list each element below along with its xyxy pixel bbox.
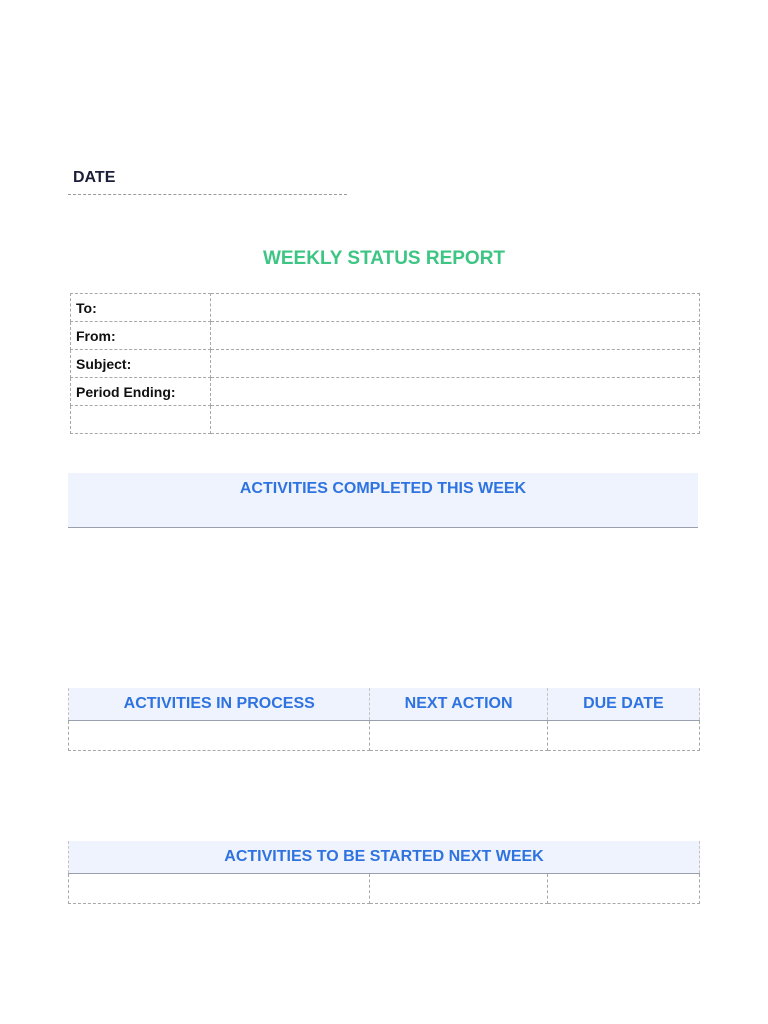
next-week-section-title: ACTIVITIES TO BE STARTED NEXT WEEK <box>69 841 700 874</box>
info-row-from <box>71 322 700 350</box>
table-cell[interactable] <box>69 721 370 751</box>
table-cell[interactable] <box>370 874 547 904</box>
column-header-due-date: DUE DATE <box>547 688 699 721</box>
info-value-field[interactable] <box>211 322 700 350</box>
date-underline <box>68 194 347 195</box>
info-row-to <box>71 294 700 322</box>
next-week-table <box>68 841 700 904</box>
info-label: Subject: <box>71 350 211 378</box>
info-row-subject <box>71 350 700 378</box>
info-value-field[interactable] <box>211 350 700 378</box>
table-cell[interactable] <box>370 721 547 751</box>
info-value-field[interactable] <box>211 378 700 406</box>
date-label: DATE <box>73 169 116 186</box>
in-process-table <box>68 688 700 751</box>
column-header-next-action: NEXT ACTION <box>370 688 547 721</box>
info-row-blank <box>71 406 700 434</box>
table-cell[interactable] <box>547 721 699 751</box>
info-value-field[interactable] <box>211 406 700 434</box>
completed-section-title: ACTIVITIES COMPLETED THIS WEEK <box>239 480 527 497</box>
info-label: From: <box>71 322 211 350</box>
info-label: Period Ending: <box>71 378 211 406</box>
info-label <box>71 406 211 434</box>
completed-section-header <box>68 473 698 528</box>
info-value-field[interactable] <box>211 294 700 322</box>
next-week-header-row <box>69 841 700 874</box>
column-header-activities-in-process: ACTIVITIES IN PROCESS <box>69 688 370 721</box>
info-table <box>70 293 700 434</box>
report-title: WEEKLY STATUS REPORT <box>262 248 506 269</box>
table-cell[interactable] <box>69 874 370 904</box>
table-row <box>69 721 700 751</box>
in-process-header-row <box>69 688 700 721</box>
table-row <box>69 874 700 904</box>
table-cell[interactable] <box>547 874 699 904</box>
info-label: To: <box>71 294 211 322</box>
info-row-period-ending <box>71 378 700 406</box>
